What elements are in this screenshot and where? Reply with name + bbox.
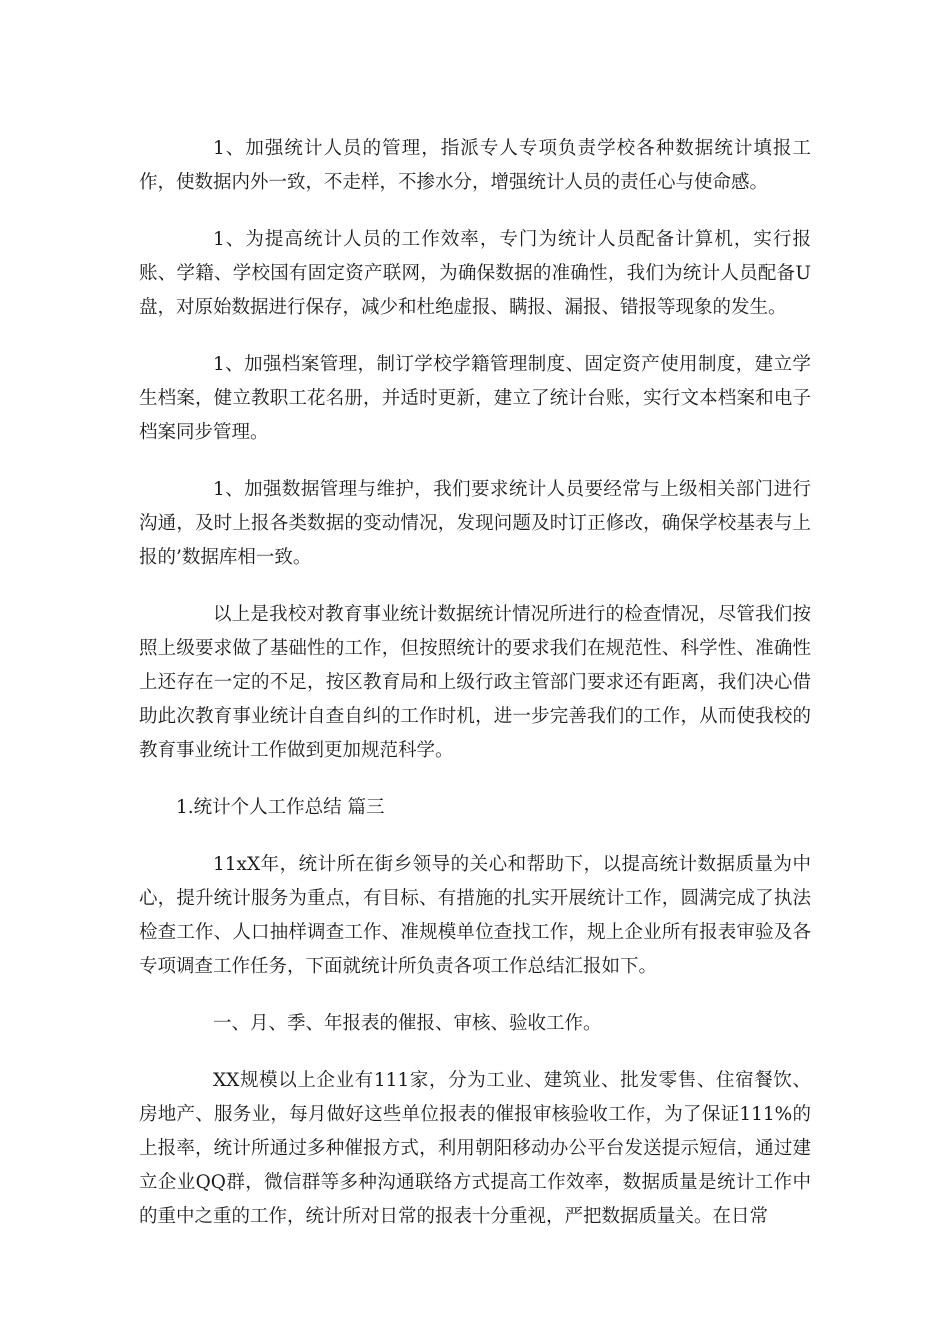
- paragraph-work-efficiency: 1、为提高统计人员的工作效率，专门为统计人员配备计算机，实行报账、学籍、学校国有固定资产联网，为确保数据的准确性，我们为统计人员配备U盘，对原始数据进行保存，减少和杜绝虚报、瞒报、漏报、错报等现象的发生。: [139, 229, 811, 318]
- paragraph-conclusion: 以上是我校对教育事业统计数据统计情况所进行的检查情况，尽管我们按照上级要求做了基础性的工作，但按照统计的要求我们在规范性、科学性、准确性上还存在一定的不足，按区教育局和上级行政主管部门要求还有距离，我们决心借助此次教育事业统计自查自纠的工作时机，进一步完善我们的工作，从而使我校的教育事业统计工作做到更加规范科学。: [139, 604, 811, 761]
- paragraph-data-maintenance: 1、加强数据管理与维护，我们要求统计人员要经常与上级相关部门进行沟通，及时上报各类数据的变动情况，发现问题及时订正修改，确保学校基表与上报的’数据库相一致。: [139, 479, 811, 568]
- paragraph-staff-management: 1、加强统计人员的管理，指派专人专项负责学校各种数据统计填报工作，使数据内外一致，不走样，不掺水分，增强统计人员的责任心与使命感。: [139, 138, 811, 193]
- paragraph-enterprise-reports: XX规模以上企业有111家，分为工业、建筑业、批发零售、住宿餐饮、房地产、服务业，每月做好这些单位报表的催报审核验收工作，为了保证111%的上报率，统计所通过多种催报方式，利用朝阳移动办公平台发送提示短信，通过建立企业QQ群，微信群等多种沟通联络方式提高工作效率，数据质量是统计工作中的重中之重的工作，统计所对日常的报表十分重视，严把数据质量关。在日常: [139, 1070, 811, 1227]
- section-heading: 1.统计个人工作总结 篇三: [176, 797, 385, 818]
- paragraph-section-intro: 11xX年，统计所在街乡领导的关心和帮助下，以提高统计数据质量为中心，提升统计服务为重点，有目标、有措施的扎实开展统计工作，圆满完成了执法检查工作、人口抽样调查工作、准规模单位查找工作，规上企业所有报表审验及各专项调查工作任务，下面就统计所负责各项工作总结汇报如下。: [139, 854, 811, 977]
- document-body: [139, 132, 811, 1257]
- paragraph-archive-management: 1、加强档案管理，制订学校学籍管理制度、固定资产使用制度，建立学生档案，健立教职工花名册，并适时更新，建立了统计台账，实行文本档案和电子档案同步管理。: [139, 354, 811, 443]
- paragraph-subheading-reports: 一、月、季、年报表的催报、审核、验收工作。: [213, 1013, 602, 1034]
